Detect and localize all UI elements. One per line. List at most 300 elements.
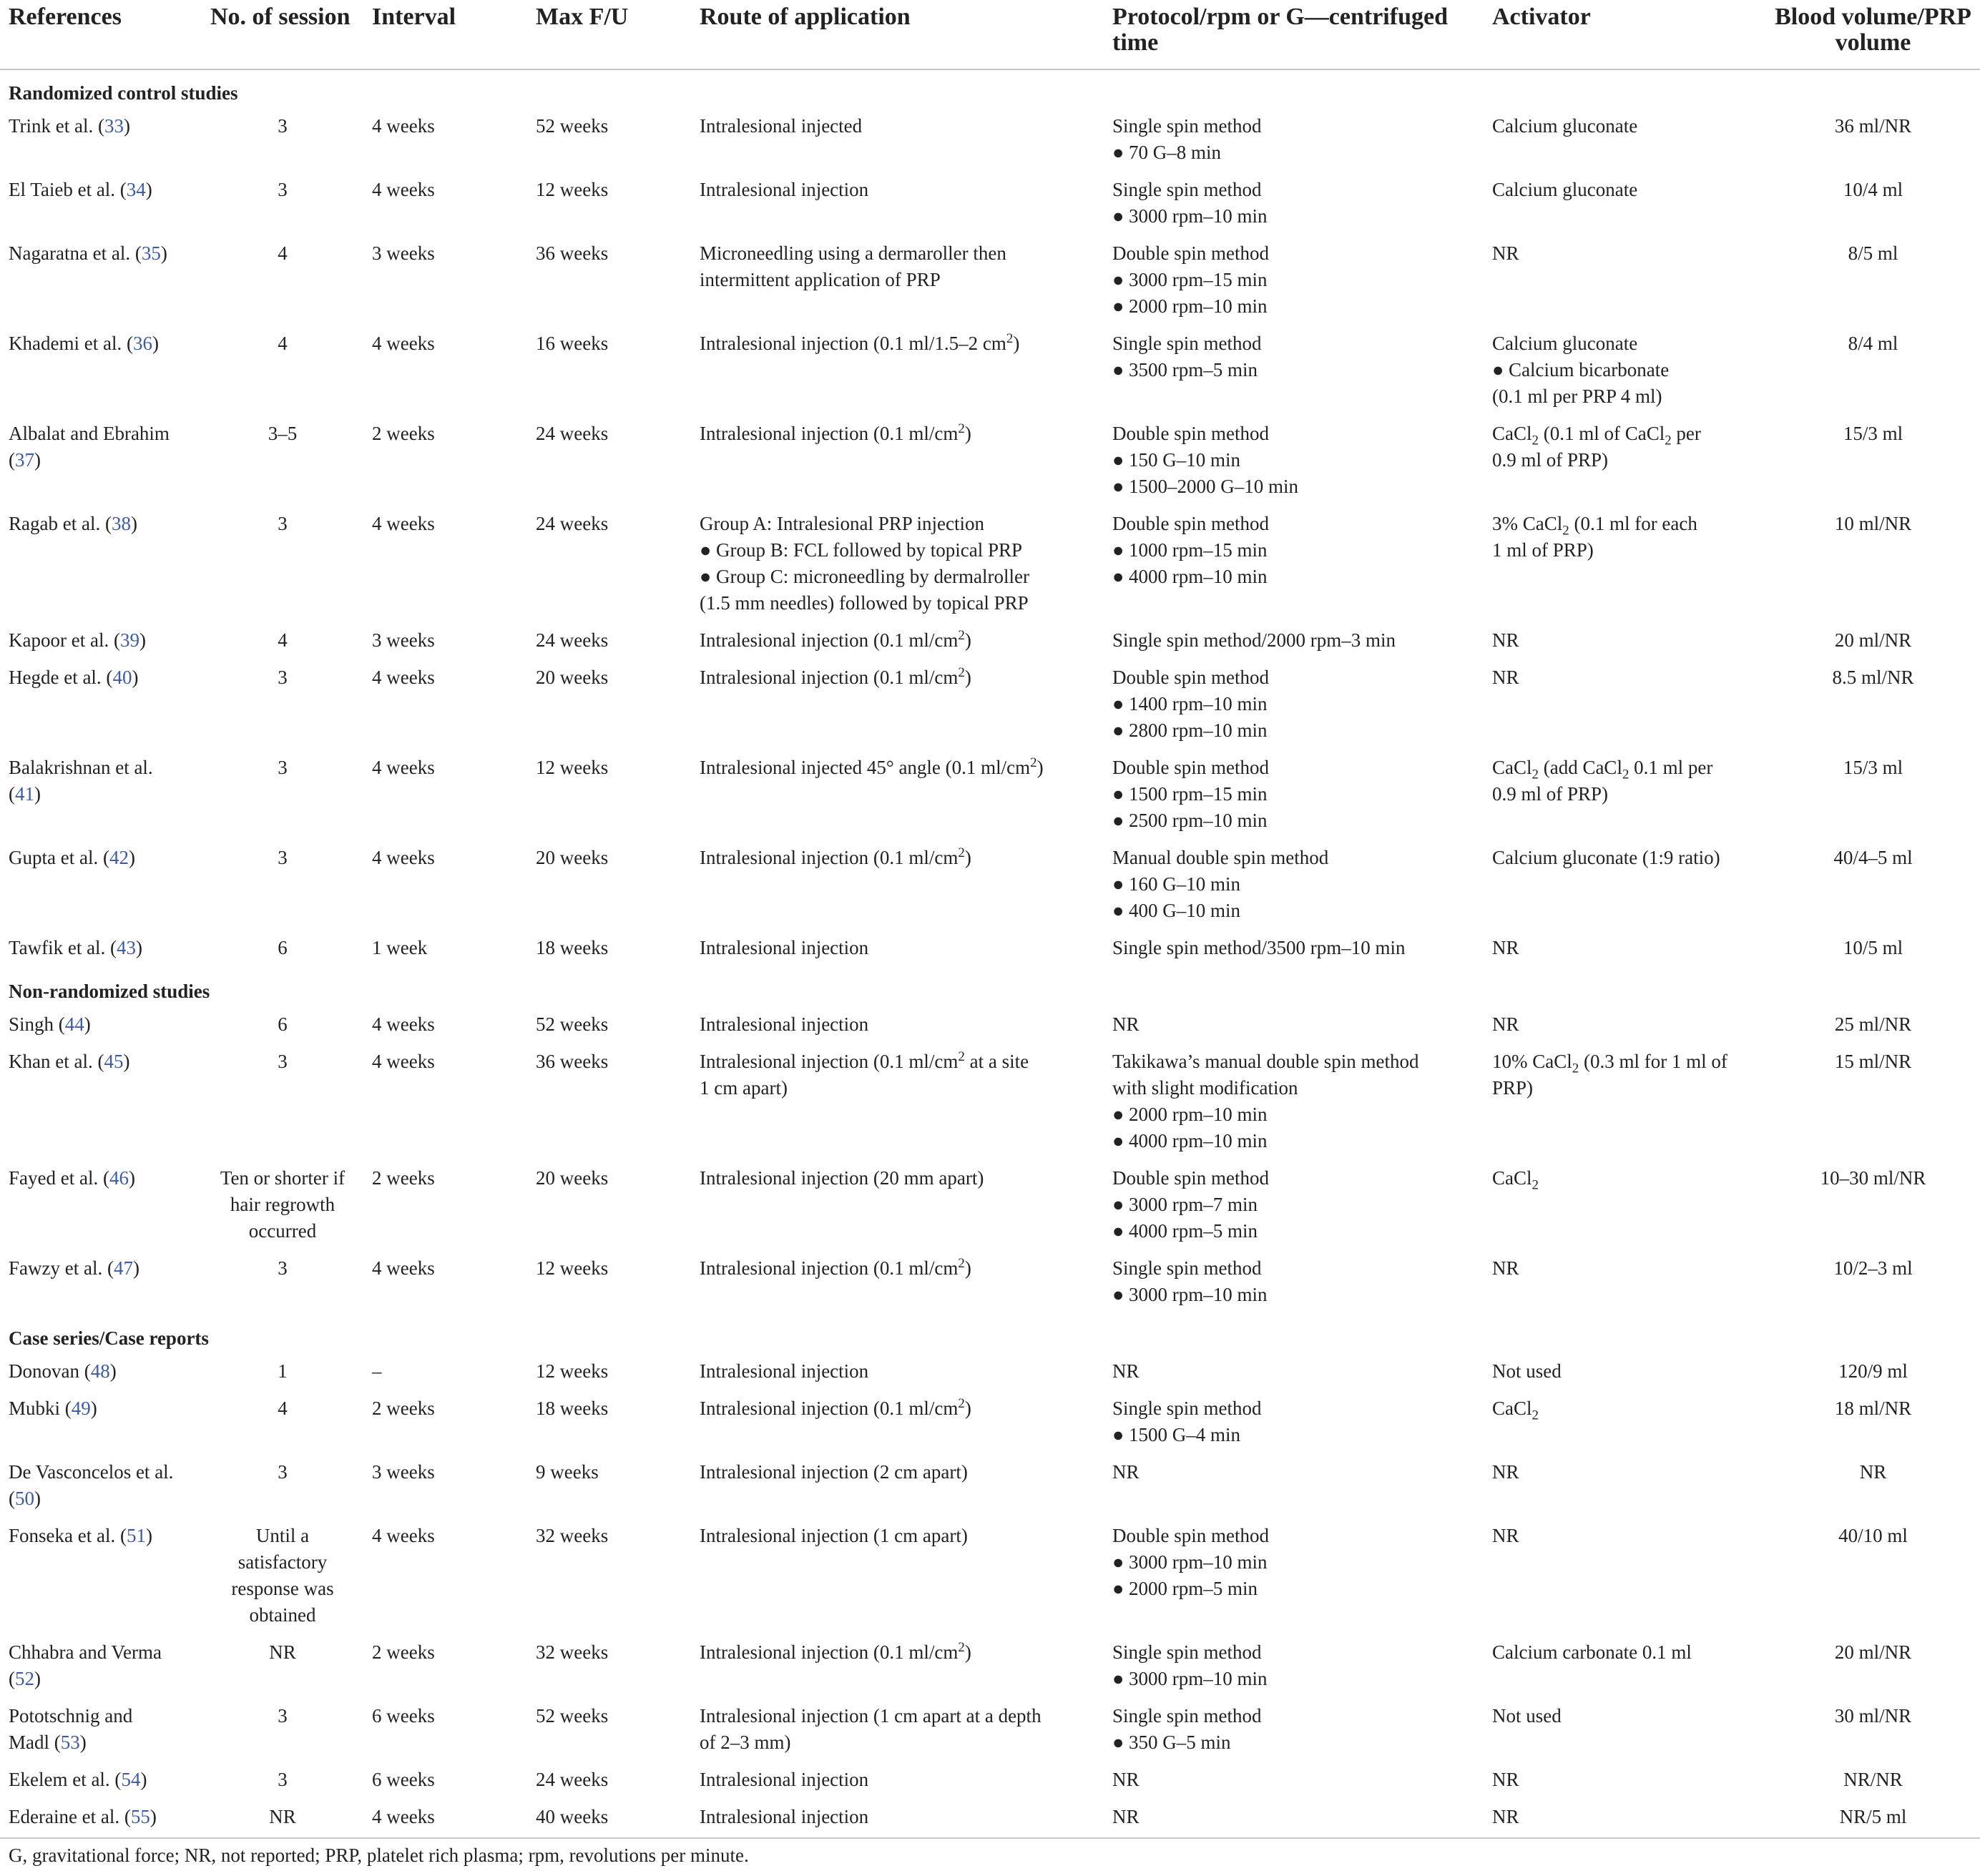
sessions-line: 4 [278,242,288,264]
cell-activator [1484,327,1766,417]
cell-reference [0,1045,202,1162]
cell-volume: 25 ml/NR [1834,1013,1912,1035]
cell-reference [0,624,202,661]
cell-protocol [1104,1045,1484,1162]
route-line: Intralesional injection (1 cm apart) [700,1525,968,1546]
route-line: Group A: Intralesional PRP injection [700,513,984,534]
cell-reference [0,1162,202,1252]
cell-interval: 2 weeks [372,1641,435,1663]
citation-link[interactable]: 34 [126,179,146,200]
route-line: Intralesional injection [700,1013,869,1035]
cell-protocol [1104,624,1484,661]
cell-interval: – [372,1360,382,1382]
reference-name: Trink et al. (33) [9,115,130,137]
cell-interval: 4 weeks [372,1013,435,1035]
activator-line: CaCl$_2$ (0.1 ml of CaCl$_2$ per [1492,423,1701,448]
cell-reference [0,109,202,173]
cell-protocol [1104,1699,1484,1763]
cell-max-fu: 20 weeks [536,847,609,868]
cell-max-fu: 12 weeks [536,757,609,778]
cell-route [691,931,1104,968]
protocol-line: Single spin method/2000 rpm–3 min [1112,629,1396,651]
activator-line: (0.1 ml per PRP 4 ml) [1492,385,1662,407]
sessions-line: NR [269,1641,296,1663]
cell-max-fu: 32 weeks [536,1525,609,1546]
sessions-line: 3 [278,757,288,778]
citation-link[interactable]: 47 [113,1257,133,1279]
group-label: Case series/Case reports [9,1327,209,1349]
citation-link[interactable]: 41 [15,783,34,805]
reference-name: Fonseka et al. (51) [9,1525,152,1546]
sessions-line: occurred [248,1220,317,1242]
cell-volume: 10/2–3 ml [1833,1257,1913,1279]
protocol-line: ● 3000 rpm–15 min [1112,269,1268,290]
col-header-interval: Interval [363,0,527,69]
protocol-line: ● 400 G–10 min [1112,900,1241,921]
cell-route [691,1355,1104,1392]
cell-route [691,841,1104,931]
cell-volume: 36 ml/NR [1834,115,1912,137]
cell-reference [0,327,202,417]
cell-protocol [1104,841,1484,931]
table-row [0,507,1980,624]
cell-route [691,1800,1104,1838]
reference-name: Ekelem et al. (54) [9,1769,147,1790]
cell-reference [0,1800,202,1838]
protocol-line: ● 160 G–10 min [1112,873,1241,895]
cell-reference [0,931,202,968]
cell-reference [0,237,202,327]
cell-route [691,237,1104,327]
sessions-line: 3 [278,667,288,688]
cell-reference [0,1519,202,1636]
reference-name: (52) [9,1668,41,1689]
protocol-line: ● 3000 rpm–10 min [1112,1668,1268,1689]
protocol-line: Single spin method [1112,1257,1262,1279]
cell-route [691,109,1104,173]
citation-link[interactable]: 51 [126,1525,146,1546]
cell-max-fu: 12 weeks [536,1257,609,1279]
sessions-line: 4 [278,333,288,354]
cell-activator [1484,1355,1766,1392]
activator-line: NR [1492,242,1519,264]
cell-volume: 20 ml/NR [1834,629,1912,651]
activator-line: CaCl$_2$ [1492,1398,1539,1423]
route-line: (1.5 mm needles) followed by topical PRP [700,592,1029,614]
cell-sessions [202,661,363,751]
citation-link[interactable]: 50 [15,1488,34,1509]
cell-interval: 6 weeks [372,1769,435,1790]
sessions-line: Ten or shorter if [220,1167,345,1189]
cell-activator [1484,507,1766,624]
activator-line: 0.9 ml of PRP) [1492,449,1609,471]
citation-link[interactable]: 44 [64,1013,84,1035]
cell-interval: 4 weeks [372,115,435,137]
citation-link[interactable]: 37 [15,449,34,471]
cell-reference [0,1355,202,1392]
activator-line: 1 ml of PRP) [1492,539,1594,561]
protocol-line: Single spin method [1112,1641,1262,1663]
protocol-line: Manual double spin method [1112,847,1329,868]
cell-max-fu: 9 weeks [536,1461,599,1483]
sessions-line: 3 [278,1769,288,1790]
route-line: Intralesional injection [700,1806,869,1827]
protocol-line: Takikawa’s manual double spin method [1112,1051,1419,1072]
table-row [0,237,1980,327]
cell-interval: 6 weeks [372,1705,435,1727]
cell-route [691,327,1104,417]
cell-protocol [1104,417,1484,507]
cell-protocol [1104,109,1484,173]
reference-name: Albalat and Ebrahim [9,423,170,444]
protocol-line: ● 1500 rpm–15 min [1112,783,1268,805]
sessions-line: 3 [278,179,288,200]
cell-activator [1484,1763,1766,1800]
reference-name: Donovan (48) [9,1360,117,1382]
cell-sessions [202,1045,363,1162]
cell-activator [1484,751,1766,841]
reference-name: Gupta et al. (42) [9,847,135,868]
cell-volume: NR [1859,1461,1887,1483]
cell-activator [1484,1045,1766,1162]
citation-link[interactable]: 52 [15,1668,34,1689]
sessions-line: 4 [278,629,288,651]
cell-volume: 18 ml/NR [1834,1398,1912,1419]
sessions-line: response was [231,1578,334,1599]
table-row [0,1008,1980,1045]
activator-line: 0.9 ml of PRP) [1492,783,1609,805]
cell-interval: 4 weeks [372,1051,435,1072]
cell-route [691,1008,1104,1045]
route-line: Microneedling using a dermaroller then [700,242,1006,264]
cell-max-fu: 36 weeks [536,1051,609,1072]
route-line: Intralesional injection [700,179,869,200]
cell-protocol [1104,1252,1484,1315]
cell-max-fu: 16 weeks [536,333,609,354]
cell-route [691,1699,1104,1763]
cell-interval: 4 weeks [372,333,435,354]
reference-name: Fayed et al. (46) [9,1167,135,1189]
protocol-line: ● 70 G–8 min [1112,142,1222,163]
cell-route [691,1162,1104,1252]
reference-name: (37) [9,449,41,471]
cell-route [691,1045,1104,1162]
reference-name: Kapoor et al. (39) [9,629,146,651]
protocol-line: Single spin method [1112,115,1262,137]
cell-interval: 3 weeks [372,629,435,651]
citation-link[interactable]: 42 [109,847,129,868]
cell-route [691,1519,1104,1636]
cell-activator [1484,109,1766,173]
cell-sessions [202,931,363,968]
cell-interval: 4 weeks [372,847,435,868]
protocol-line: NR [1112,1461,1140,1483]
activator-line: NR [1492,1806,1519,1827]
table-row [0,173,1980,237]
cell-protocol [1104,1800,1484,1838]
protocol-line: ● 1000 rpm–15 min [1112,539,1268,561]
cell-sessions [202,327,363,417]
protocol-line: ● 3000 rpm–10 min [1112,1551,1268,1573]
cell-activator [1484,931,1766,968]
table-row [0,1800,1980,1838]
reference-name: Chhabra and Verma [9,1641,162,1663]
cell-interval: 3 weeks [372,242,435,264]
sessions-line: hair regrowth [230,1194,335,1215]
cell-sessions [202,1008,363,1045]
sessions-line: obtained [249,1604,316,1626]
protocol-line: ● 2800 rpm–10 min [1112,720,1268,741]
cell-route [691,1455,1104,1519]
cell-route [691,1636,1104,1699]
activator-line: NR [1492,937,1519,958]
activator-line: 3% CaCl$_2$ (0.1 ml for each [1492,513,1697,539]
sessions-line: 6 [278,1013,288,1035]
cell-reference [0,1699,202,1763]
cell-max-fu: 18 weeks [536,1398,609,1419]
cell-volume: 8.5 ml/NR [1832,667,1914,688]
cell-activator [1484,841,1766,931]
cell-interval: 4 weeks [372,757,435,778]
reference-name: Madl (53) [9,1732,87,1753]
activator-line: Not used [1492,1705,1562,1727]
group-label: Non-randomized studies [9,981,210,1002]
cell-interval: 1 week [372,937,428,958]
cell-volume: 40/10 ml [1838,1525,1908,1546]
sessions-line: 3 [278,115,288,137]
reference-name: El Taieb et al. (34) [9,179,152,200]
header-row [0,0,1980,69]
cell-reference [0,507,202,624]
col-header-volume: Blood volume/PRP volume [1766,0,1980,69]
cell-reference [0,841,202,931]
cell-max-fu: 24 weeks [536,1769,609,1790]
table-row [0,1636,1980,1699]
citation-link[interactable]: 39 [119,629,139,651]
sessions-line: 3–5 [268,423,298,444]
citation-link[interactable]: 53 [60,1732,80,1753]
route-line: Intralesional injected 45° angle (0.1 $ml/cm^2$) [700,755,1044,778]
cell-volume: 20 ml/NR [1834,1641,1912,1663]
citation-link[interactable]: 33 [104,115,124,137]
activator-line: NR [1492,1769,1519,1790]
protocol-line: Double spin method [1112,423,1269,444]
citation-link[interactable]: 48 [90,1360,110,1382]
cell-max-fu: 24 weeks [536,513,609,534]
cell-reference [0,1455,202,1519]
table-row [0,1162,1980,1252]
table-row [0,1763,1980,1800]
cell-sessions [202,1455,363,1519]
cell-volume: 10/5 ml [1843,937,1903,958]
protocol-line: ● 4000 rpm–5 min [1112,1220,1258,1242]
cell-protocol [1104,1008,1484,1045]
table-row [0,841,1980,931]
protocol-line: ● 1500 G–4 min [1112,1424,1241,1445]
cell-protocol [1104,173,1484,237]
cell-max-fu: 36 weeks [536,242,609,264]
cell-interval: 4 weeks [372,1806,435,1827]
col-header-references: References [0,0,202,69]
citation-link[interactable]: 55 [130,1806,150,1827]
cell-reference [0,173,202,237]
citation-link[interactable]: 54 [121,1769,141,1790]
group-label: Randomized control studies [9,82,238,104]
cell-sessions [202,751,363,841]
route-line: of 2–3 mm) [700,1732,791,1753]
protocol-line: Double spin method [1112,667,1269,688]
cell-interval: 2 weeks [372,1398,435,1419]
table-row [0,1355,1980,1392]
sessions-line: Until a [255,1525,310,1546]
cell-sessions [202,1252,363,1315]
reference-name: Ederaine et al. (55) [9,1806,157,1827]
cell-max-fu: 52 weeks [536,1013,609,1035]
cell-sessions [202,1355,363,1392]
reference-name: (50) [9,1488,41,1509]
cell-interval: 4 weeks [372,179,435,200]
cell-activator [1484,417,1766,507]
citation-link[interactable]: 45 [104,1051,124,1072]
activator-line: Calcium gluconate [1492,179,1638,200]
cell-volume: 8/5 ml [1848,242,1898,264]
cell-max-fu: 20 weeks [536,667,609,688]
cell-activator [1484,1800,1766,1838]
footnote-row [0,1838,1980,1876]
cell-activator [1484,1699,1766,1763]
protocol-line: with slight modification [1112,1077,1298,1099]
cell-sessions [202,1699,363,1763]
protocol-line: Single spin method [1112,179,1262,200]
cell-max-fu: 40 weeks [536,1806,609,1827]
cell-interval: 2 weeks [372,423,435,444]
route-line: Intralesional injection (0.1 $ml/cm^2$) [700,628,971,651]
citation-link[interactable]: 36 [132,333,152,354]
activator-line: ● Calcium bicarbonate [1492,359,1670,380]
route-line: Intralesional injection (0.1 ml/1.5–2 $cm^2$) [700,331,1020,354]
activator-line: CaCl$_2$ [1492,1167,1539,1193]
citation-link[interactable]: 49 [71,1398,91,1419]
cell-max-fu: 52 weeks [536,1705,609,1727]
activator-line: NR [1492,1461,1519,1483]
route-line: Intralesional injection (0.1 $ml/cm^2$) [700,845,971,868]
cell-protocol [1104,1455,1484,1519]
protocol-line: ● 3500 rpm–5 min [1112,359,1258,380]
cell-volume: 15/3 ml [1843,757,1903,778]
protocol-line: Double spin method [1112,1525,1269,1546]
table-row [0,1252,1980,1315]
table-row [0,661,1980,751]
cell-protocol [1104,327,1484,417]
cell-volume: 10–30 ml/NR [1820,1167,1926,1189]
reference-name: Pototschnig and [9,1705,133,1727]
sessions-line: 3 [278,513,288,534]
cell-protocol [1104,931,1484,968]
sessions-line: 3 [278,1705,288,1727]
activator-line: NR [1492,1257,1519,1279]
cell-protocol [1104,1636,1484,1699]
citation-link[interactable]: 35 [141,242,161,264]
route-line: Intralesional injection (0.1 $ml/cm^2$) [700,665,971,688]
cell-activator [1484,237,1766,327]
col-header-route: Route of application [691,0,1104,69]
cell-activator [1484,1162,1766,1252]
cell-protocol [1104,1763,1484,1800]
route-line: Intralesional injection (0.1 $ml/cm^2$) [700,1396,971,1419]
activator-line: Calcium gluconate [1492,333,1638,354]
reference-name: Balakrishnan et al. [9,757,153,778]
col-header-activator: Activator [1484,0,1766,69]
cell-route [691,1252,1104,1315]
cell-activator [1484,661,1766,751]
cell-activator [1484,1636,1766,1699]
table-row [0,327,1980,417]
cell-interval: 4 weeks [372,1257,435,1279]
cell-activator [1484,1519,1766,1636]
activator-line: Calcium gluconate (1:9 ratio) [1492,847,1720,868]
citation-link[interactable]: 43 [117,937,137,958]
route-line: intermittent application of PRP [700,269,941,290]
table-row [0,1519,1980,1636]
cell-sessions [202,507,363,624]
group-header-row [0,1315,1980,1355]
route-line: Intralesional injection (20 mm apart) [700,1167,984,1189]
cell-route [691,624,1104,661]
cell-reference [0,661,202,751]
protocol-line: NR [1112,1360,1140,1382]
route-line: ● Group B: FCL followed by topical PRP [700,539,1023,561]
table-row [0,417,1980,507]
protocol-line: Single spin method/3500 rpm–10 min [1112,937,1406,958]
cell-interval: 4 weeks [372,513,435,534]
cell-interval: 3 weeks [372,1461,435,1483]
protocol-line: Single spin method [1112,333,1262,354]
protocol-line: Double spin method [1112,757,1269,778]
route-line: Intralesional injection [700,1360,869,1382]
activator-line: Not used [1492,1360,1562,1382]
cell-volume: 15 ml/NR [1834,1051,1912,1072]
cell-protocol [1104,661,1484,751]
route-line: Intralesional injection [700,1769,869,1790]
reference-name: Hegde et al. (40) [9,667,139,688]
cell-sessions [202,173,363,237]
citation-link[interactable]: 38 [111,513,131,534]
cell-sessions [202,1636,363,1699]
cell-route [691,1763,1104,1800]
cell-volume: 40/4–5 ml [1833,847,1913,868]
protocol-line: ● 3000 rpm–7 min [1112,1194,1258,1215]
citation-link[interactable]: 46 [109,1167,129,1189]
cell-max-fu: 12 weeks [536,1360,609,1382]
sessions-line: NR [269,1806,296,1827]
cell-sessions [202,1392,363,1455]
route-line: Intralesional injection (0.1 $ml/cm^2$) [700,421,971,444]
cell-sessions [202,841,363,931]
route-line: Intralesional injection (0.1 $ml/cm^2$ at a site [700,1049,1029,1072]
cell-protocol [1104,507,1484,624]
table-row [0,109,1980,173]
cell-volume: 10/4 ml [1843,179,1903,200]
protocol-line: ● 350 G–5 min [1112,1732,1231,1753]
cell-activator [1484,173,1766,237]
activator-line: NR [1492,629,1519,651]
cell-reference [0,751,202,841]
citation-link[interactable]: 40 [112,667,132,688]
activator-line: NR [1492,667,1519,688]
cell-sessions [202,1162,363,1252]
route-line: ● Group C: microneedling by dermalroller [700,566,1029,587]
cell-sessions [202,109,363,173]
